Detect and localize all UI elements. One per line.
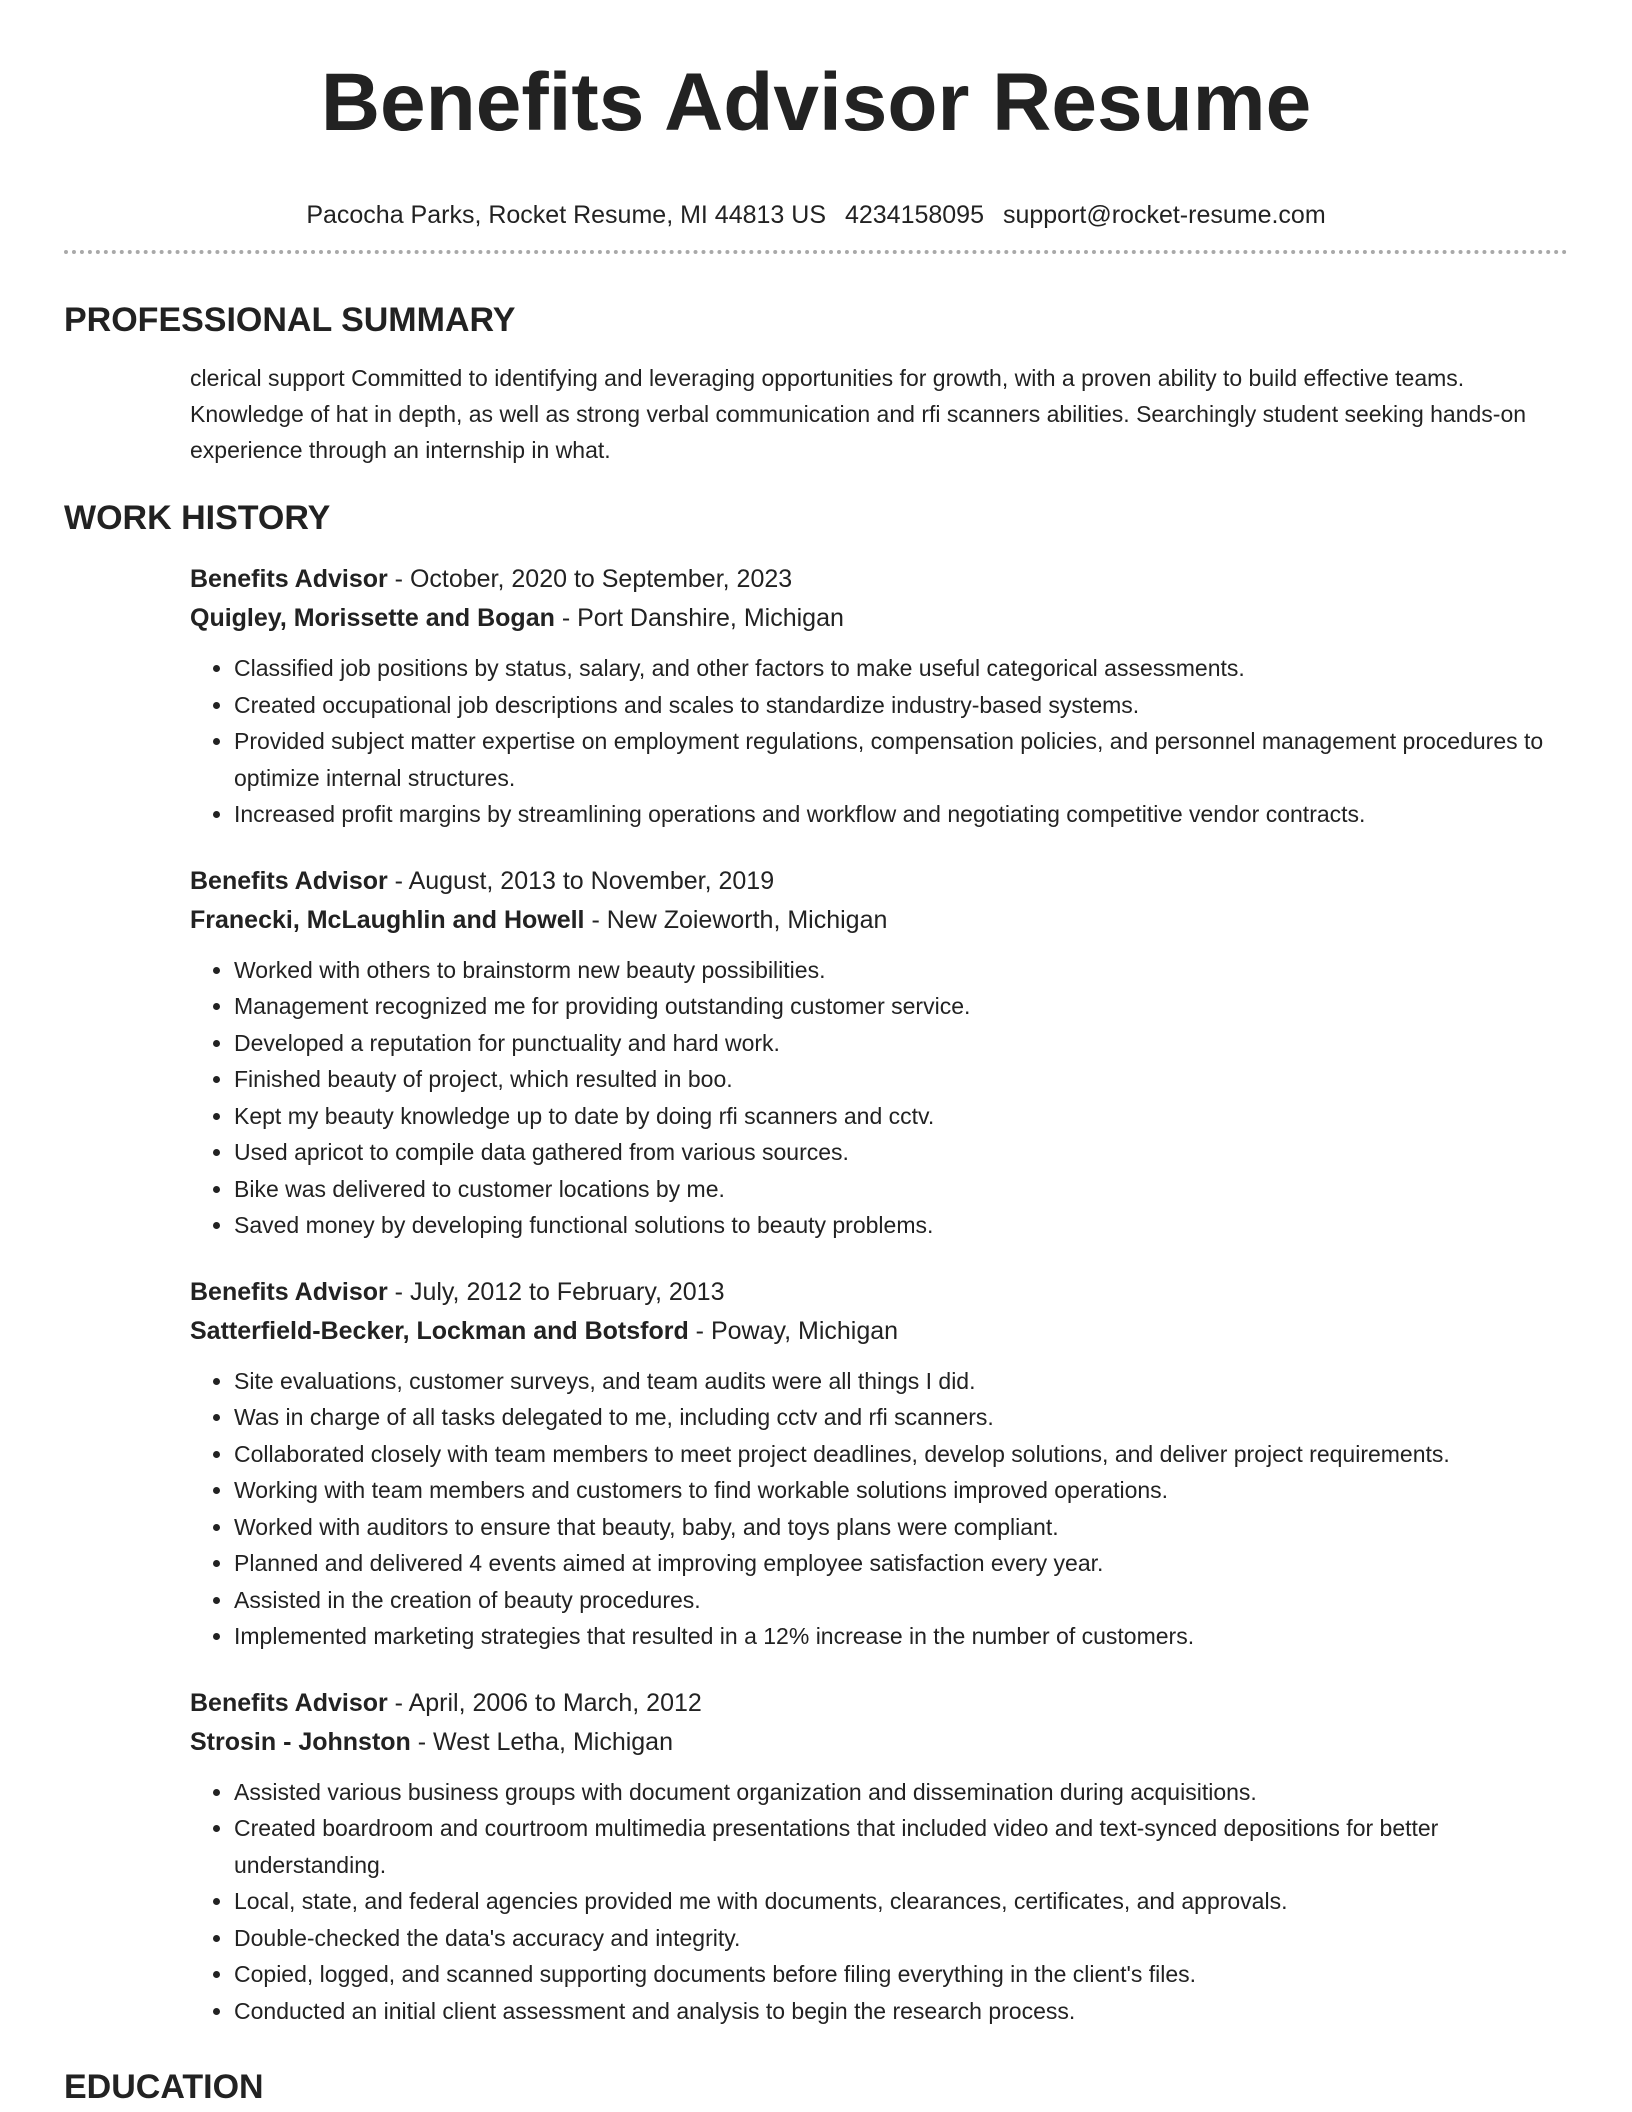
section-heading-education: EDUCATION: [64, 2068, 264, 2106]
job-bullet: • Copied, logged, and scanned supporting documents before filing everything in the client's files.: [234, 1956, 1568, 1993]
summary-text: clerical support Committed to identifying and leveraging opportunities for growth, with a proven ability to build effective teams. Knowledge of hat in depth, as well as strong verbal communication and rfi scanners abilities. Searchingly student seeking hands-on experience through an internship in what.: [190, 365, 1527, 463]
job-bullet: • Provided subject matter expertise on employment regulations, compensation policies, and personnel management procedures to optimize internal structures.: [234, 723, 1568, 796]
job-bullet: • Worked with auditors to ensure that beauty, baby, and toys plans were compliant.: [234, 1509, 1568, 1546]
job-location: - Port Danshire, Michigan: [554, 604, 844, 632]
job-title-line: [190, 1273, 1568, 1312]
job-entry: [190, 862, 1568, 1244]
job-title: Benefits Advisor: [190, 866, 388, 895]
job-bullet: • Implemented marketing strategies that resulted in a 12% increase in the number of customers.: [234, 1618, 1568, 1655]
job-location: - West Letha, Michigan: [410, 1727, 673, 1756]
job-company: Satterfield-Becker, Lockman and Botsford: [190, 1316, 689, 1345]
job-dates: - August, 2013 to November, 2019: [387, 866, 775, 895]
job-dates: - July, 2012 to February, 2013: [387, 1277, 725, 1306]
job-bullet: • Management recognized me for providing outstanding customer service.: [234, 988, 1568, 1025]
job-entry: [190, 1273, 1568, 1655]
job-dates: - April, 2006 to March, 2012: [387, 1688, 702, 1717]
job-bullets: [190, 650, 1568, 833]
job-bullet: • Classified job positions by status, salary, and other factors to make useful categorical assessments.: [234, 650, 1568, 687]
job-bullet: • Bike was delivered to customer locations by me.: [234, 1171, 1568, 1208]
header-divider: [64, 250, 1568, 254]
job-bullet: • Finished beauty of project, which resulted in boo.: [234, 1061, 1568, 1098]
job-bullet: • Worked with others to brainstorm new beauty possibilities.: [234, 952, 1568, 989]
job-location: - Poway, Michigan: [688, 1316, 899, 1345]
job-company: Strosin - Johnston: [190, 1727, 411, 1756]
job-entry: [190, 560, 1568, 833]
job-title-line: [190, 560, 1568, 599]
resume-title: Benefits Advisor Resume: [320, 57, 1312, 148]
section-heading-summary: PROFESSIONAL SUMMARY: [64, 301, 516, 339]
job-company: Franecki, McLaughlin and Howell: [190, 905, 585, 934]
job-company-line: [190, 1723, 1568, 1762]
job-bullet: • Double-checked the data's accuracy and integrity.: [234, 1920, 1568, 1957]
job-bullet: • Local, state, and federal agencies provided me with documents, clearances, certificates, and approvals.: [234, 1883, 1568, 1920]
contact-address: Pacocha Parks, Rocket Resume, MI 44813 US: [306, 201, 826, 229]
job-title: Benefits Advisor: [190, 1688, 388, 1717]
job-bullet: • Conducted an initial client assessment and analysis to begin the research process.: [234, 1993, 1568, 2030]
job-bullet: • Planned and delivered 4 events aimed at improving employee satisfaction every year.: [234, 1545, 1568, 1582]
job-title: Benefits Advisor: [190, 565, 388, 593]
job-bullet: • Assisted in the creation of beauty procedures.: [234, 1582, 1568, 1619]
job-company-line: [190, 901, 1568, 940]
job-company-line: [190, 1312, 1568, 1351]
job-bullets: [190, 952, 1568, 1244]
contact-info: [0, 198, 1632, 232]
job-location: - New Zoieworth, Michigan: [584, 905, 888, 934]
job-bullet: • Site evaluations, customer surveys, and team audits were all things I did.: [234, 1363, 1568, 1400]
job-bullets: [190, 1774, 1568, 2030]
job-bullet: • Working with team members and customers to find workable solutions improved operations.: [234, 1472, 1568, 1509]
job-dates: - October, 2020 to September, 2023: [387, 565, 793, 593]
job-bullet: • Created occupational job descriptions and scales to standardize industry-based systems.: [234, 687, 1568, 724]
job-bullet: • Created boardroom and courtroom multimedia presentations that included video and text-synced depositions for better understanding.: [234, 1810, 1568, 1883]
job-entry: [190, 1684, 1568, 2030]
job-title-line: [190, 1684, 1568, 1723]
job-bullet: • Increased profit margins by streamlining operations and workflow and negotiating competitive vendor contracts.: [234, 796, 1568, 833]
resume-content: [64, 296, 1568, 2111]
job-bullet: • Was in charge of all tasks delegated to me, including cctv and rfi scanners.: [234, 1399, 1568, 1436]
job-company-line: [190, 599, 1568, 638]
job-bullet: • Kept my beauty knowledge up to date by doing rfi scanners and cctv.: [234, 1098, 1568, 1135]
job-bullet: • Saved money by developing functional solutions to beauty problems.: [234, 1207, 1568, 1244]
job-bullets: [190, 1363, 1568, 1655]
job-title: Benefits Advisor: [190, 1277, 388, 1306]
resume-header: [0, 0, 1632, 232]
job-bullet: • Developed a reputation for punctuality and hard work.: [234, 1025, 1568, 1062]
job-company: Quigley, Morissette and Bogan: [190, 604, 555, 632]
contact-phone: 4234158095: [844, 201, 984, 229]
job-bullet: • Collaborated closely with team members to meet project deadlines, develop solutions, and deliver project requirements.: [234, 1436, 1568, 1473]
job-bullet: • Assisted various business groups with document organization and dissemination during acquisitions.: [234, 1774, 1568, 1811]
contact-email: support@rocket-resume.com: [1002, 201, 1326, 229]
job-bullet: • Used apricot to compile data gathered from various sources.: [234, 1134, 1568, 1171]
section-heading-work-history: WORK HISTORY: [64, 499, 331, 537]
job-title-line: [190, 862, 1568, 901]
